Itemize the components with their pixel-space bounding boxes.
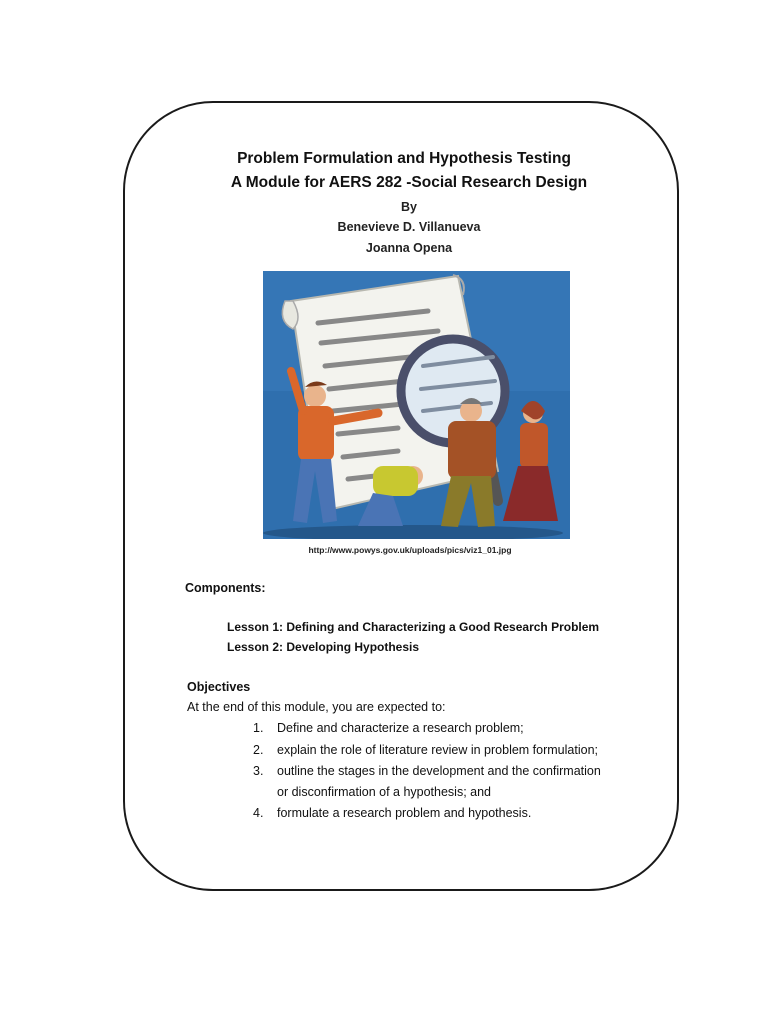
title-line-1: Problem Formulation and Hypothesis Testing (237, 150, 571, 167)
objective-text: formulate a research problem and hypothesis. (277, 806, 532, 820)
objective-number: 1. (253, 721, 264, 735)
objective-text: outline the stages in the development and the confirmation (277, 764, 601, 778)
title-line-2: A Module for AERS 282 -Social Research Design (230, 174, 588, 191)
author-1: Benevieve D. Villanueva (337, 220, 481, 234)
components-heading: Components: (185, 581, 266, 595)
author-2: Joanna Opena (365, 241, 453, 255)
objective-number: 3. (253, 764, 264, 778)
image-source-caption: http://www.powys.gov.uk/uploads/pics/viz1_01.jpg (308, 545, 512, 555)
objectives-heading: Objectives (187, 680, 251, 694)
objectives-intro: At the end of this module, you are expected to: (187, 700, 446, 714)
objective-number: 2. (253, 743, 264, 757)
lesson-1: Lesson 1: Defining and Characterizing a Good Research Problem (227, 620, 600, 634)
objective-text-continued: or disconfirmation of a hypothesis; and (277, 785, 492, 799)
objective-text: Define and characterize a research problem; (277, 721, 524, 735)
objective-number: 4. (253, 806, 264, 820)
lesson-2: Lesson 2: Developing Hypothesis (227, 640, 420, 654)
objective-text: explain the role of literature review in problem formulation; (277, 743, 598, 757)
by-label: By (401, 200, 417, 214)
magnifying-glass-illustration-icon (263, 271, 570, 539)
